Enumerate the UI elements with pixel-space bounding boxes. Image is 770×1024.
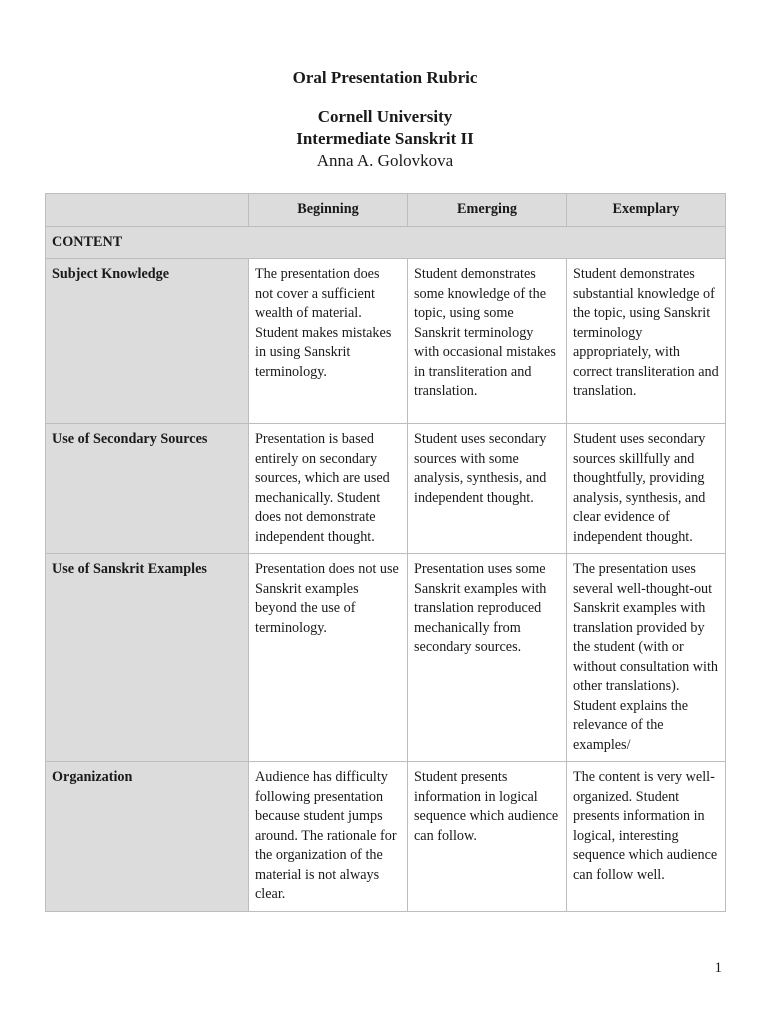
header-corner-cell xyxy=(46,194,249,227)
criterion-label: Organization xyxy=(46,762,249,912)
column-header-beginning: Beginning xyxy=(249,194,408,227)
document-header xyxy=(0,66,770,172)
table-header-row xyxy=(46,194,726,227)
rubric-table xyxy=(45,193,726,912)
rubric-cell: Student presents information in logical sequence which audience can follow. xyxy=(408,762,567,912)
criterion-label: Use of Secondary Sources xyxy=(46,424,249,554)
criterion-label: Subject Knowledge xyxy=(46,259,249,424)
column-header-exemplary: Exemplary xyxy=(567,194,726,227)
rubric-cell: The content is very well-organized. Student presents information in logical, interesting sequence which audience can follow well. xyxy=(567,762,726,912)
rubric-cell: Student demonstrates substantial knowledge of the topic, using Sanskrit terminology appropriately, with correct transliteration and translation. xyxy=(567,259,726,424)
criterion-label: Use of Sanskrit Examples xyxy=(46,554,249,762)
rubric-cell: Student uses secondary sources with some analysis, synthesis, and independent thought. xyxy=(408,424,567,554)
rubric-cell: Presentation does not use Sanskrit examples beyond the use of terminology. xyxy=(249,554,408,762)
rubric-cell: The presentation does not cover a sufficient wealth of material. Student makes mistakes in using Sanskrit terminology. xyxy=(249,259,408,424)
rubric-cell: Presentation uses some Sanskrit examples with translation reproduced mechanically from secondary sources. xyxy=(408,554,567,762)
section-row xyxy=(46,226,726,259)
section-label-content: CONTENT xyxy=(46,226,726,259)
table-row xyxy=(46,762,726,912)
table-row xyxy=(46,259,726,424)
author-name: Anna A. Golovkova xyxy=(316,151,454,170)
rubric-cell: Student uses secondary sources skillfully and thoughtfully, providing analysis, synthesis, and clear evidence of independent thought. xyxy=(567,424,726,554)
course-name: Intermediate Sanskrit II xyxy=(296,129,474,148)
document-title: Oral Presentation Rubric xyxy=(292,68,478,87)
rubric-cell: Audience has difficulty following presentation because student jumps around. The rationale for the organization of the material is not always clear. xyxy=(249,762,408,912)
rubric-cell: Presentation is based entirely on secondary sources, which are used mechanically. Student does not demonstrate independent thought. xyxy=(249,424,408,554)
column-header-emerging: Emerging xyxy=(408,194,567,227)
page-number: 1 xyxy=(714,960,722,976)
table-row xyxy=(46,554,726,762)
table-row xyxy=(46,424,726,554)
institution-name: Cornell University xyxy=(317,107,453,126)
rubric-cell: Student demonstrates some knowledge of the topic, using some Sanskrit terminology with occasional mistakes in transliteration and translation. xyxy=(408,259,567,424)
rubric-cell: The presentation uses several well-thought-out Sanskrit examples with translation provided by the student (with or without consultation with other translations). Student explains the relevance of the examples/ xyxy=(567,554,726,762)
